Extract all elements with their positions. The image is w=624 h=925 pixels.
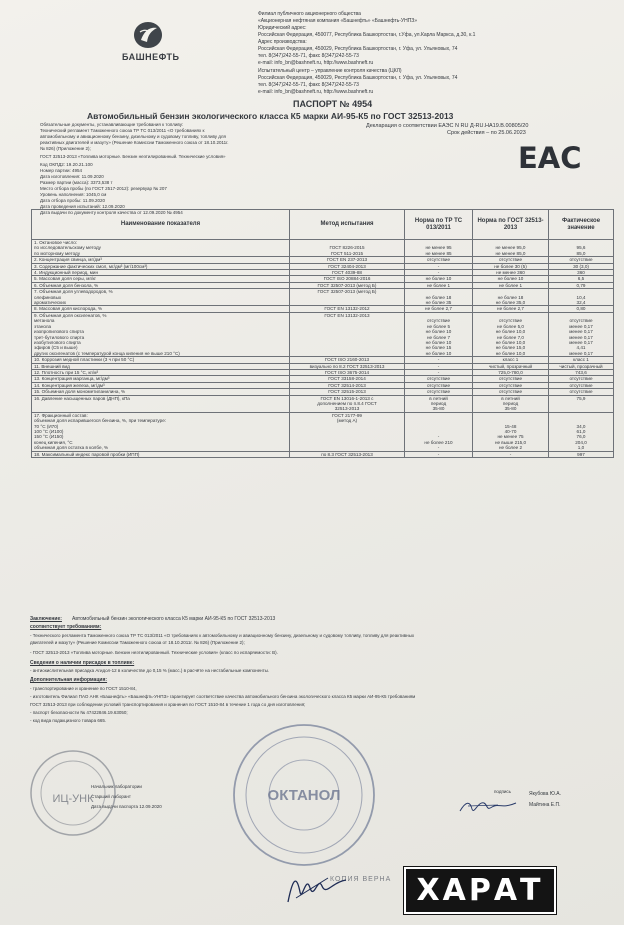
cell-line: дополнением по п.8.4 ГОСТ (317, 400, 377, 406)
cell-line: 15-48 (504, 423, 517, 429)
company-line: e-mail: info_bn@bashneft.ru, http://www.bashneft.ru (258, 89, 374, 95)
cell-method (290, 312, 405, 356)
complies-line: - ГОСТ 32513-2013 «Топлива моторные. Бензин неэтилированный. Технические условия» (класс по испаряемости: В). (30, 650, 278, 655)
table-row (32, 395, 614, 412)
cell-line: 61,0 (576, 429, 586, 434)
cell-line: отсутствие (498, 382, 523, 388)
cell-line: не более 15,0 (495, 345, 526, 351)
requirements-line: ГОСТ 32513-2013 «Топлива моторные. Бензин неэтилированный. Технические условия» (40, 154, 226, 159)
cell-line: 12. Плотность при 15 °С, кг/м³ (34, 369, 99, 375)
cell-line: не менее 85,0 (495, 250, 526, 256)
cell-tr (405, 451, 473, 457)
requirements-line: Технический регламент Таможенного союза ТР ТС 013/2011 «О требованиях к (40, 128, 205, 133)
cell-line: 1,0 (577, 445, 585, 451)
cell-gost (473, 412, 549, 451)
cell-fact (549, 312, 614, 356)
cell-line: 9. Объемная доля оксигенатов, % (34, 312, 107, 318)
cell-line: ГОСТ ISO 2160-2013 (324, 357, 370, 363)
header-norm-tr: Норма по ТР ТС 013/2011 (405, 210, 473, 240)
cell-line: объемная доля испарившегося бензина, %, при температуре: (34, 418, 167, 424)
complies-line: - Технического регламента Таможенного союза ТР ТС 013/2011 «О требованиях к автомобильному и авиационному бензину, дизельному и судовому топливу, топливу для реактивных (30, 633, 415, 638)
cell-line: отсутствие (498, 257, 523, 263)
declaration-validity: Срок действия – по 25.06.2023 (447, 130, 526, 136)
eac-mark-text: EAC (518, 141, 582, 175)
cell-method (290, 289, 405, 306)
cell-line: 6. Объемная доля бензола, % (34, 282, 99, 288)
cell-line: не более 18 (497, 294, 524, 300)
signer-name: Якубова Ю.А. (529, 791, 561, 797)
company-line: Российская Федерация, 450029, Республика Башкортостан, г. Уфа, ул. Ульяновых, 74 (258, 75, 458, 81)
cell-line: не более 7 (426, 334, 451, 340)
signature-caption: подпись (494, 789, 512, 794)
cell-line: - (437, 357, 440, 363)
batch-field: Код ОКПД2: 19.20.21.100 (40, 162, 93, 167)
cell-line: отсутствие (569, 318, 593, 324)
extra-label: Дополнительная информация: (30, 677, 108, 683)
cell-line: 14. Концентрация железа, мг/дм³ (34, 382, 105, 388)
cell-line: 17. Фракционный состав: (34, 412, 88, 418)
cell-line: ГОСТ EN 13016-1-2013 с (320, 395, 374, 401)
company-line: тел. 8(347)242-55-71, факс 8(347)242-55-73 (258, 82, 359, 88)
cell-line: ГОСТ 4039-88 (332, 270, 362, 276)
signer-role: Начальник лаборатории (91, 784, 142, 789)
extra-line: - паспорт безопасности № 47422846.19.63050; (30, 710, 128, 715)
cell-line: метанола (34, 318, 55, 324)
brand-name: БАШНЕФТЬ (122, 52, 180, 62)
cell-line: менее 0,17 (569, 339, 593, 345)
cell-line: 1. Октановое число: (34, 240, 78, 245)
cell-line: - (437, 369, 440, 375)
cell-name (32, 412, 290, 451)
handwritten-signature-copy-icon (282, 862, 352, 912)
cell-line: 11. Внешний вид (34, 363, 70, 369)
cell-line: 13. Концентрация марганца, мг/дм³ (34, 376, 110, 382)
bashneft-logo-icon (131, 20, 165, 50)
table-row (32, 451, 614, 457)
cell-line: 3. Содержание фактических смол, мг/дм³ (мг/100см³) (34, 263, 148, 269)
signer-name: Майтина Е.П. (529, 802, 561, 808)
cell-line: менее 0,17 (569, 329, 593, 335)
cell-line: 32,4 (576, 300, 586, 306)
cell-line: не менее 360 (496, 270, 525, 276)
cell-line: 30 (3,0) (573, 263, 589, 269)
cell-line: визуально по 8.2 ГОСТ 32513-2013 (309, 363, 385, 369)
cell-line: не более 10,0 (495, 339, 526, 345)
cell-fact (549, 240, 614, 257)
cell-line: класс 1 (502, 357, 519, 363)
cell-line: не более 10,0 (495, 350, 526, 356)
cell-line: 0,79 (576, 282, 586, 288)
extra-line: - изготовитель Филиал ПАО АНК «Башнефть» «Башнефть-УНПЗ» гарантирует соответствие качества автомобильного бензина экологического класса К5 марки АИ-95-К5 требованиям (30, 694, 416, 699)
company-line: Юридический адрес: (258, 25, 307, 31)
cell-line: не более 10 (425, 329, 452, 335)
cell-line: в летний (429, 395, 448, 401)
round-stamp-left-icon (28, 748, 118, 838)
cell-name (32, 395, 290, 412)
cell-line: олефиновых (34, 294, 62, 300)
cell-line: 10. Коррозия медной пластинки (3 ч при 50 °С) (34, 357, 135, 363)
round-stamp-center-icon (229, 720, 379, 870)
cell-fact (549, 289, 614, 306)
cell-line: отсутствие (426, 257, 451, 263)
cell-line: ГОСТ 32507-2013 (метод Б) (317, 289, 377, 295)
requirements-line: № 826) (Приложение 2); (40, 146, 91, 151)
table-row (32, 289, 614, 306)
cell-line: 5. Массовая доля серы, мг/кг (34, 276, 97, 282)
header-method: Метод испытания (290, 210, 405, 240)
batch-field: Уровень наполнения: 1045,0 см (40, 192, 107, 197)
extra-line: - транспортирование и хранение по ГОСТ 1510-84, (30, 686, 137, 691)
cell-line: 4,41 (576, 345, 586, 351)
cell-line: 7. Объемная доля углеводородов, % (34, 289, 113, 295)
complies-line: двигателей и мазуту» (Решение Комиссии Таможенного союза от 18.10.2011г. № 826) (Приложение 2); (30, 640, 245, 645)
cell-tr (405, 240, 473, 257)
cell-line: класс 1 (573, 357, 589, 363)
cell-line: ГОСТ ISO 20884-2016 (323, 276, 371, 282)
cell-line: не менее 95 (425, 245, 452, 251)
cell-line: по исследовательскому методу (34, 245, 101, 251)
cell-fact (549, 395, 614, 412)
cell-line: конец кипения, °С (34, 439, 73, 445)
company-line: тел. 8(347)242-55-71, факс 8(347)242-55-73 (258, 53, 359, 59)
cell-line: трет-бутилового спирта (34, 334, 85, 340)
company-line: Испытательный центр – управление контроля качества (ЦКЛ) (258, 68, 402, 74)
eac-mark-icon (518, 141, 582, 175)
cell-line: отсутствие (569, 382, 593, 388)
table-row (32, 412, 614, 451)
company-line: Филиал публичного акционерного общества (258, 11, 361, 17)
cell-line: не более 1 (426, 282, 451, 288)
cell-gost (473, 240, 549, 257)
company-line: Российская Федерация, 450077, Республика Башкортостан, г.Уфа, ул.Карла Маркса, д.30, к.1 (258, 32, 476, 38)
cell-line: 35-80 (504, 406, 517, 412)
batch-field: Дата изготовления: 11.09.2020 (40, 174, 104, 179)
company-line: Адрес производства: (258, 39, 307, 45)
cell-line: 360 (577, 270, 585, 276)
header-actual: Фактическое значение (549, 210, 614, 240)
cell-line: не более 2 (498, 445, 523, 451)
cell-line: период (502, 400, 519, 406)
cell-line: чистый, прозрачный (559, 363, 603, 369)
company-line: «Акционерная нефтяная компания «Башнефть» «Башнефть-УНПЗ» (258, 18, 418, 24)
declaration-number: Декларация о соответствии ЕАЭС N RU Д-RU.НА19.В.00805/20 (366, 123, 529, 129)
cell-line: 76,0 (576, 434, 586, 440)
cell-line: не более 18 (425, 294, 452, 300)
cell-line: отсутствие (498, 376, 523, 382)
cell-line: отсутствие (426, 376, 451, 382)
cell-line: 35-80 (432, 406, 445, 412)
cell-line: - (437, 434, 440, 440)
table-header-row (32, 210, 614, 240)
cell-line (292, 351, 402, 356)
cell-line: не менее 95,0 (495, 245, 526, 251)
watermark-badge (404, 867, 556, 914)
cell-line: 8. Массовая доля кислорода, % (34, 306, 103, 312)
passport-title: ПАСПОРТ № 4954 (293, 99, 373, 109)
cell-line: чистый, прозрачный (488, 363, 533, 369)
cell-line: не более 2,7 (425, 306, 452, 312)
cell-line: менее 0,17 (569, 350, 593, 356)
batch-field: Номер партии: 4954 (40, 168, 83, 173)
batch-field: Место отбора пробы (по ГОСТ 2517-2012): резервуар № 207 (40, 186, 167, 191)
cell-line: ароматических (34, 300, 67, 306)
cell-gost (473, 289, 549, 306)
cell-name (32, 289, 290, 306)
batch-field: Дата проведения испытаний: 12.09.2020 (40, 204, 125, 209)
cell-line: 75,9 (576, 395, 586, 401)
cell-line: отсутствие (569, 376, 593, 382)
cell-method (290, 412, 405, 451)
cell-name (32, 451, 290, 457)
cell-name (32, 240, 290, 257)
company-line: Российская Федерация, 450029, Республика Башкортостан, г. Уфа, ул. Ульяновых, 74 (258, 46, 458, 52)
requirements-line: автомобильному и авиационному бензину, дизельному и судовому топливу, топливу для (40, 134, 226, 139)
cell-line: 40-70 (504, 429, 517, 434)
cell-line: 743,6 (575, 369, 587, 375)
cell-line: в летний (501, 395, 520, 401)
cell-fact (549, 412, 614, 451)
cell-line: ГОСТ 33158-2014 (328, 376, 366, 382)
handwritten-signature-icon (458, 797, 518, 815)
cell-line: изобутилового спирта (34, 339, 81, 345)
cell-line: ГОСТ EN 13132-2013 (324, 312, 370, 318)
cell-line: менее 0,17 (569, 334, 593, 340)
cell-line: не более 10 (425, 276, 452, 282)
company-line: e-mail: info_bn@bashneft.ru, http://www.bashneft.ru (258, 60, 374, 66)
cell-line: отсутствие (426, 382, 451, 388)
table-row (32, 240, 614, 257)
cell-line: ГОСТ 32514-2013 (328, 382, 366, 388)
cell-line: 32513-2013 (334, 406, 360, 412)
issue-date: Дата выдачи паспорта 12.09.2020 (91, 804, 162, 809)
cell-line: 6,5 (577, 276, 585, 282)
cell-line: не менее 75 (497, 434, 524, 440)
cell-line: изопропилового спирта (34, 329, 84, 335)
cell-line: не более 10 (497, 276, 524, 282)
cell-line: ГОСТ ISO 3675-2014 (324, 369, 370, 375)
cell-line: отсутствие (498, 318, 523, 324)
cell-line: ГОСТ EN 237-2013 (326, 257, 368, 263)
cell-line: не более 35,0 (495, 300, 526, 306)
cell-line: этанола (34, 323, 52, 329)
cell-line: 0,80 (576, 306, 586, 312)
cell-line: 15. Объемная доля монометиланилина, % (34, 389, 126, 395)
cell-line: не более 15 (425, 345, 452, 351)
cell-line: отсутствие (498, 389, 523, 395)
cell-line: объемная доля остатка в колбе, % (34, 445, 109, 451)
cell-tr (405, 312, 473, 356)
cell-line: 204,0 (575, 439, 587, 445)
cell-gost (473, 395, 549, 412)
cell-line: отсутствие (569, 389, 593, 395)
cell-line: 70 °С (И70) (34, 423, 59, 429)
cell-line: не более 210 (424, 439, 453, 445)
cell-line: не более 1 (498, 282, 523, 288)
cell-line: не менее 85 (425, 250, 452, 256)
cell-tr (405, 395, 473, 412)
cell-line: не более 5,0 (497, 323, 524, 329)
additives-label: Сведения о наличии присадок в топливе: (30, 660, 135, 666)
cell-fact (549, 451, 614, 457)
stamp-center-text: ОКТАНОЛ (267, 787, 341, 804)
cell-line: менее 0,17 (569, 323, 593, 329)
conclusion-text: Автомобильный бензин экологического класса К5 марки АИ-95-К5 по ГОСТ 32513-2013 (72, 616, 276, 622)
cell-tr (405, 289, 473, 306)
cell-line: 16. Давление насыщенных паров (ДНП), кПа (34, 395, 130, 401)
batch-field: Дата выдачи по документу контроля качества от 12.09.2020 № 4954 (40, 210, 183, 215)
cell-line: по моторному методу (34, 250, 81, 256)
cell-line: эфиров (С5 и выше) (34, 345, 78, 351)
batch-field: Размер партии (масса): 3373,538 т (40, 180, 113, 185)
cell-line: отсутствие (426, 389, 451, 395)
cell-line: 725,0-780,0 (498, 369, 523, 375)
cell-line: 85,0 (576, 250, 586, 256)
watermark-text: ХАРАТ (416, 873, 544, 908)
extra-line: ГОСТ 32513-2013 при соблюдении условий транспортирования и хранения по ГОСТ 1510-84 в течение 1 года со дня изготовления; (30, 702, 306, 707)
cell-gost (473, 451, 549, 457)
cell-line: по 8.3 ГОСТ 32513-2013 (321, 451, 373, 457)
cell-line: 997 (577, 451, 585, 457)
batch-field: Дата отбора пробы: 11.09.2020 (40, 198, 105, 203)
cell-line: ГОСТ 32515-2013 (328, 389, 366, 395)
requirements-line: реактивных двигателей и мазуту» (Решение Комиссии Таможенного союза от 18.10.2011г. (40, 140, 229, 145)
cell-line: не более 10 (425, 339, 452, 345)
cell-line: не более 7,0 (497, 334, 524, 340)
cell-line: 95,6 (576, 245, 586, 251)
cell-line: не более 10,0 (495, 329, 526, 335)
cell-line: не более 2,7 (497, 306, 524, 312)
header-indicator: Наименование показателя (32, 210, 290, 240)
cell-line: - (437, 451, 440, 457)
requirements-line: Обязательные документы, устанавливающие требования к топливу: (40, 122, 184, 127)
cell-line: отсутствие (569, 257, 593, 263)
cell-method (290, 451, 405, 457)
cell-line: 34,0 (576, 423, 586, 429)
cell-tr (405, 412, 473, 451)
cell-line: - (437, 363, 440, 369)
cell-line: ГОСТ 32507-2013 (метод Б) (317, 282, 377, 288)
table-row (32, 312, 614, 356)
stamp-left-text: ИЦ-УНК (52, 793, 94, 805)
cell-line: 4. Индукционный период, мин (34, 270, 99, 276)
cell-line (292, 300, 402, 305)
cell-line: не более 35 (425, 300, 452, 306)
cell-line: ГОСТ 32404-2013 (328, 263, 366, 269)
passport-subtitle: Автомобильный бензин экологического класса К5 марки АИ-95-К5 по ГОСТ 32513-2013 (87, 111, 454, 121)
cell-line: ГОСТ 2177-99 (332, 412, 362, 418)
extra-line: - код вида подакцизного товара 665. (30, 718, 107, 723)
cell-line: ГОСТ 8226-2015 (329, 245, 365, 251)
cell-method (290, 240, 405, 257)
cell-line: ГОСТ 511-2015 (330, 250, 364, 256)
cell-line: 10,4 (576, 294, 586, 300)
cell-method (290, 395, 405, 412)
cell-line: не более 5 (426, 323, 451, 329)
cell-line: ГОСТ EN 13132-2012 (324, 306, 370, 312)
cell-line: не выше 215,0 (494, 439, 527, 445)
cell-line: не более 10 (425, 350, 452, 356)
cell-line: (метод А) (336, 418, 358, 424)
complies-label: соответствует требованиям: (30, 624, 102, 630)
conclusion-label: Заключение: (30, 616, 62, 622)
cell-line: - (509, 451, 512, 457)
cell-gost (473, 312, 549, 356)
copy-certified-stamp: КОПИЯ ВЕРНА (330, 876, 392, 883)
cell-line: 2. Концентрация свинца, мг/дм³ (34, 257, 102, 263)
header-norm-gost: Норма по ГОСТ 32513-2013 (473, 210, 549, 240)
indicators-table (31, 209, 614, 458)
cell-line: не более 30 (5) (494, 263, 527, 269)
cell-line (292, 445, 402, 450)
cell-name (32, 312, 290, 356)
cell-line: - (437, 445, 440, 451)
cell-line: 100 °С (И100) (34, 429, 64, 434)
cell-line: 150 °С (И150) (34, 434, 64, 440)
signer-role: Старший лаборант (91, 794, 131, 799)
cell-line: - (437, 263, 440, 269)
cell-line: других оксигенатов (с температурой конца кипения не выше 210 °С) (34, 350, 180, 356)
cell-line: 18. Максимальный индекс паровой пробки (ИПП) (34, 451, 140, 457)
additives-text: - антиокислительная присадка Агидол-12 в количестве до 0,15 % (масс.) в расчёте на нестабильные компоненты. (30, 668, 270, 673)
cell-line: период (430, 400, 447, 406)
cell-line: - (437, 270, 440, 276)
cell-line: отсутствие (426, 318, 451, 324)
